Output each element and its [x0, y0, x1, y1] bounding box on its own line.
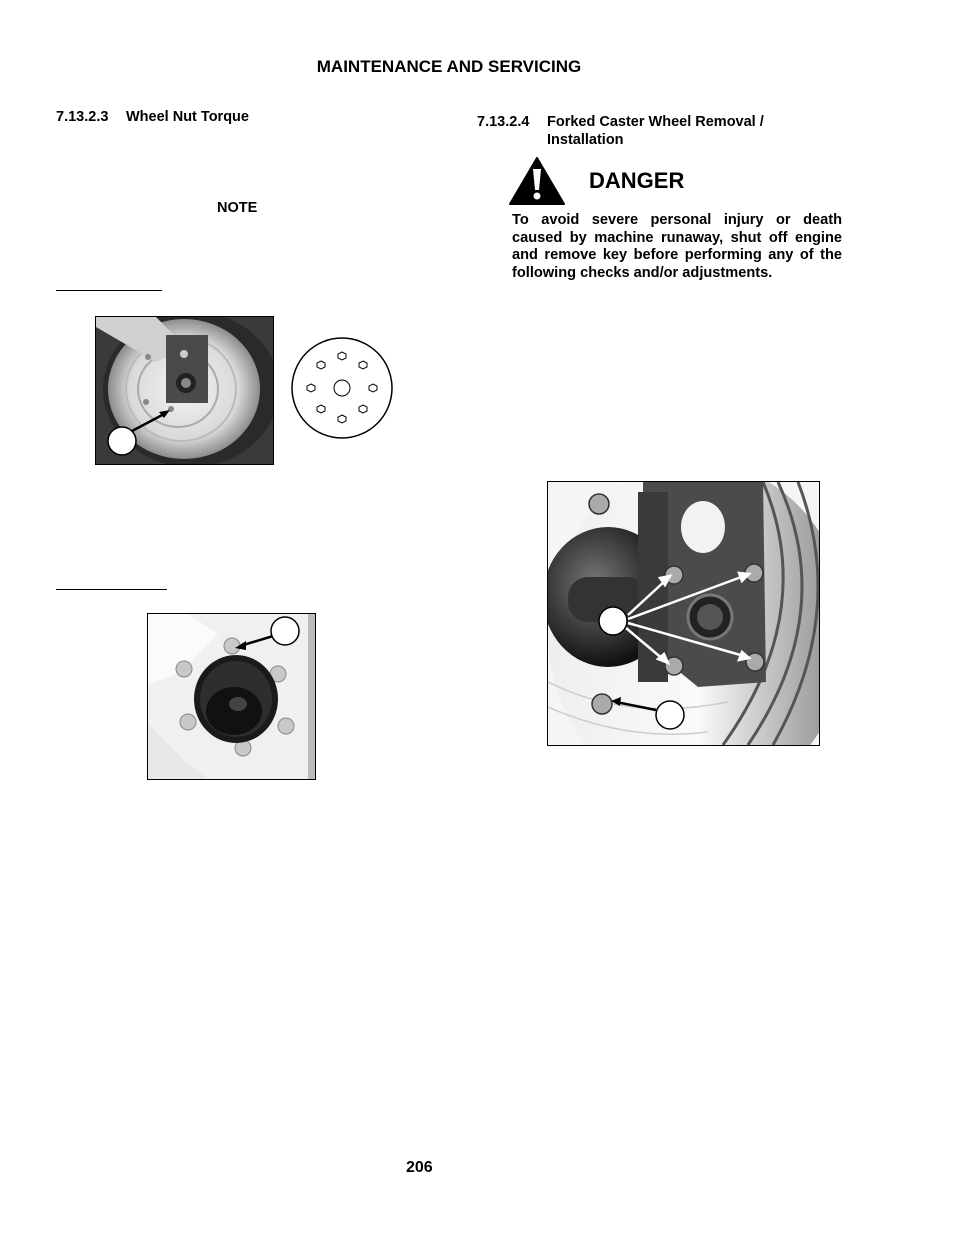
danger-label: DANGER	[589, 168, 685, 193]
figure-caption-rule	[56, 589, 167, 590]
note-label: NOTE	[217, 200, 258, 216]
danger-message: To avoid severe personal injury or death caused by machine runaway, shut off engine and remove key before performing any of the following checks and/or adjustments.	[512, 212, 842, 281]
section-number: 7.13.2.4	[477, 114, 530, 130]
section-title-line-1: Forked Caster Wheel Removal /	[547, 114, 764, 130]
section-heading-wheel-nut-torque	[56, 109, 376, 129]
wheel-nut-photo	[95, 316, 274, 465]
page-number: 206	[406, 1159, 433, 1176]
warning-triangle-icon	[509, 157, 565, 205]
section-number: 7.13.2.3	[56, 109, 109, 125]
caster-fork-photo	[547, 481, 820, 746]
section-title-line-2: Installation	[547, 132, 624, 148]
section-heading-caster-wheel	[477, 114, 857, 154]
figure-caption-rule	[56, 290, 162, 291]
page-title: MAINTENANCE AND SERVICING	[316, 57, 582, 76]
bolt-pattern-diagram	[290, 337, 394, 441]
hub-nut-photo	[147, 613, 316, 780]
section-title: Wheel Nut Torque	[126, 109, 249, 125]
